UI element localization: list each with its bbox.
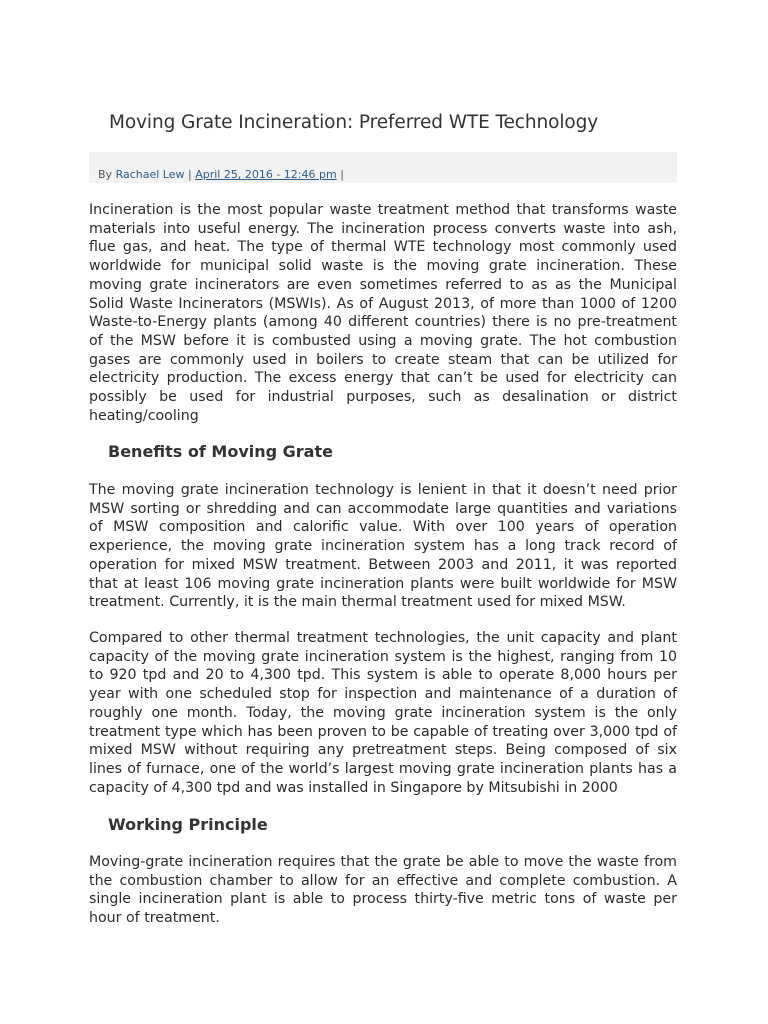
- byline-label: By: [98, 168, 113, 181]
- article-title: Moving Grate Incineration: Preferred WTE Technology: [109, 112, 599, 133]
- working-principle-paragraph: Moving-grate incineration requires that the grate be able to move the waste from the combustion chamber to allow for an effective and complete combustion. A single incineration plant is able to process thirty-five metric tons of waste per hour of treatment.: [89, 854, 677, 927]
- date-link[interactable]: April 25, 2016 - 12:46 pm: [195, 168, 337, 181]
- section-heading-benefits: Benefits of Moving Grate: [108, 442, 333, 461]
- author-link[interactable]: Rachael Lew: [115, 168, 185, 181]
- article-meta-bar: [89, 152, 677, 183]
- section-heading-working-principle: Working Principle: [108, 815, 268, 834]
- benefits-paragraph: The moving grate incineration technology is lenient in that it doesn’t need prior MSW sorting or shredding and can accommodate large quantities and variations of MSW composition and calorific value. With over 100 years of operation experience, the moving grate incineration system has a long track record of operation for mixed MSW treatment. Between 2003 and 2011, it was reported that at least 106 moving grate incineration plants were built worldwide for MSW treatment. Currently, it is the main thermal treatment used for mixed MSW.: [89, 482, 677, 611]
- meta-separator: |: [340, 168, 344, 181]
- capacity-paragraph: Compared to other thermal treatment technologies, the unit capacity and plant capacity of the moving grate incineration system is the highest, ranging from 10 to 920 tpd and 20 to 4,300 tpd. This system is able to operate 8,000 hours per year with one scheduled stop for inspection and maintenance of a duration of roughly one month. Today, the moving grate incineration system is the only treatment type which has been proven to be capable of treating over 3,000 tpd of mixed MSW without requiring any pretreatment steps. Being composed of six lines of furnace, one of the world’s largest moving grate incineration plants has a capacity of 4,300 tpd and was installed in Singapore by Mitsubishi in 2000: [89, 630, 677, 796]
- intro-paragraph: Incineration is the most popular waste treatment method that transforms waste materials into useful energy. The incineration process converts waste into ash, flue gas, and heat. The type of thermal WTE technology most commonly used worldwide for municipal solid waste is the moving grate incineration. These moving grate incinerators are even sometimes referred to as as the Municipal Solid Waste Incinerators (MSWIs). As of August 2013, of more than 1000 of 1200 Waste-to-Energy plants (among 40 different countries) there is no pre-treatment of the MSW before it is combusted using a moving grate. The hot combustion gases are commonly used in boilers to create steam that can be utilized for electricity production. The excess energy that can’t be used for electricity can possibly be used for industrial purposes, such as desalination or district heating/cooling: [89, 202, 677, 424]
- meta-separator: |: [187, 168, 192, 181]
